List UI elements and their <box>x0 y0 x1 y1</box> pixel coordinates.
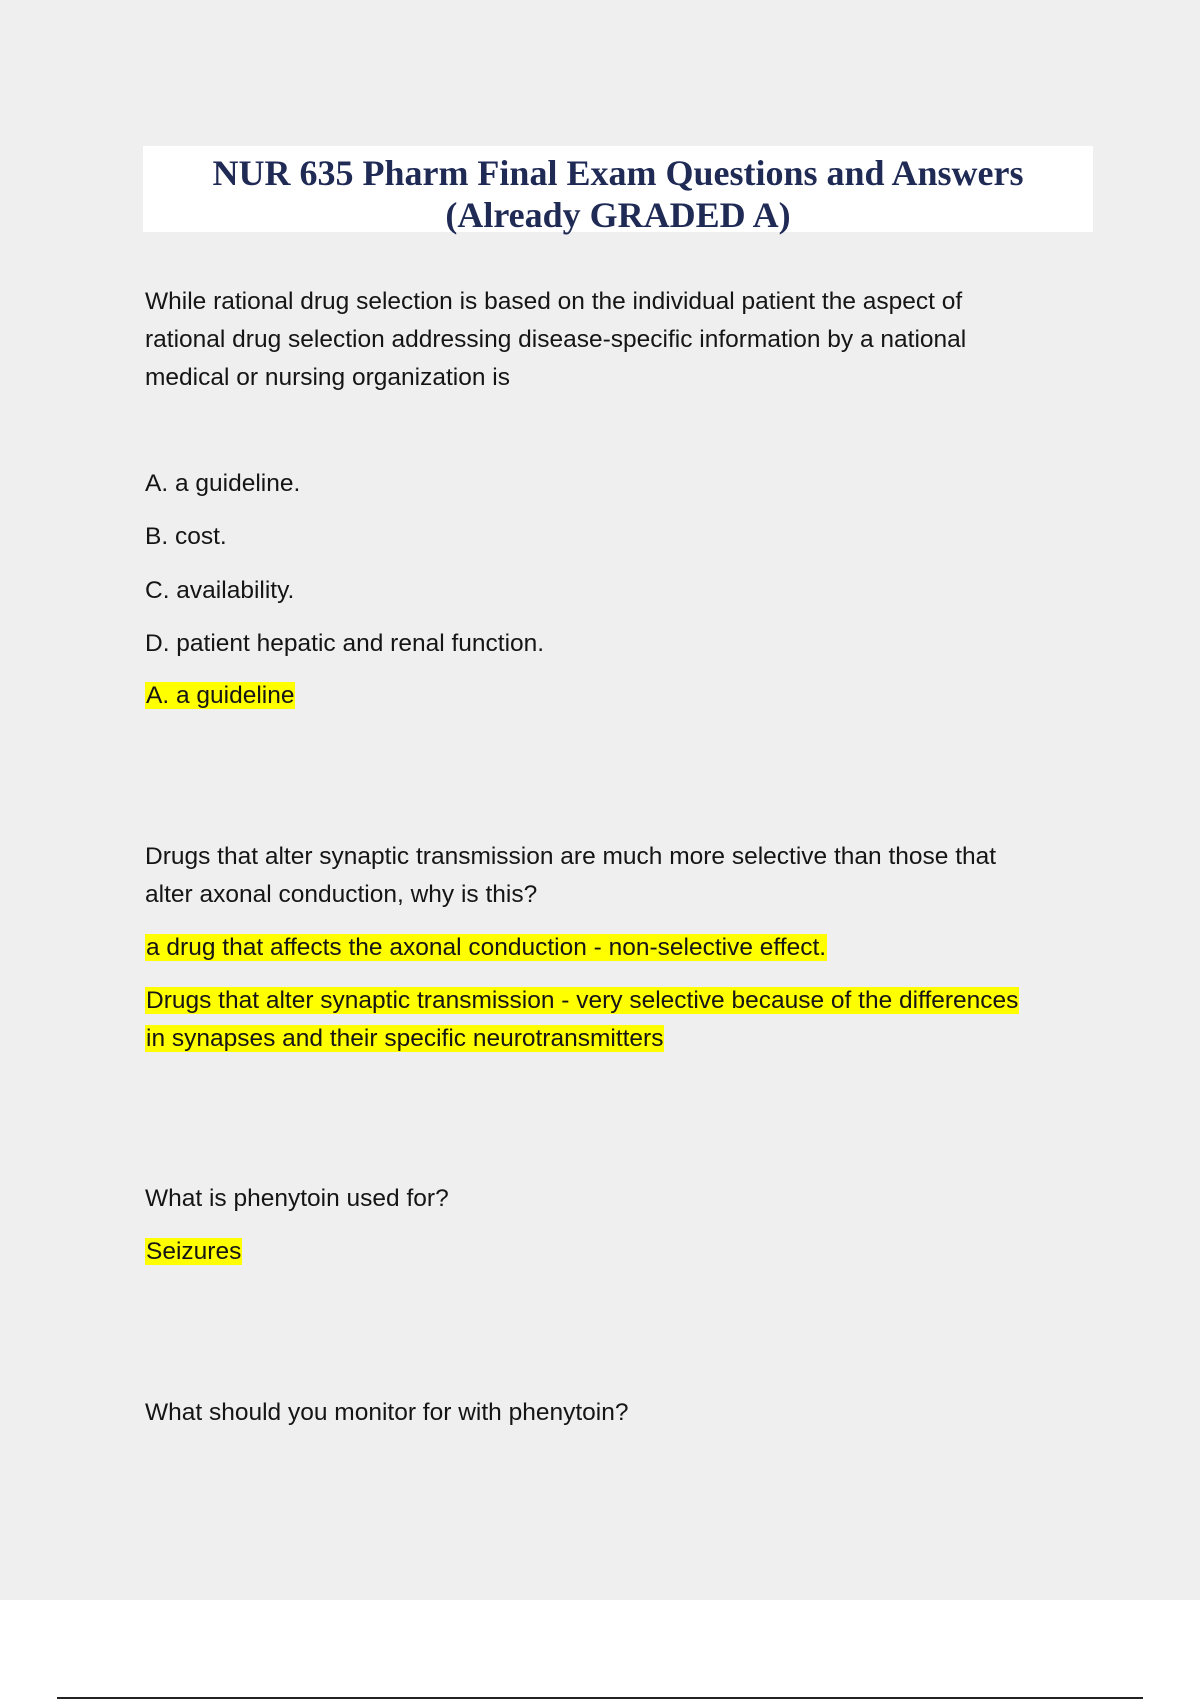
question-3-prompt <box>145 1180 1095 1218</box>
question-1-prompt-line: rational drug selection addressing disease-specific information by a national <box>145 326 967 353</box>
question-3-answer <box>145 1233 1095 1271</box>
question-4-prompt <box>145 1394 1095 1432</box>
highlighted-answer: Drugs that alter synaptic transmission - very selective because of the differences <box>146 987 1019 1014</box>
question-1-answer <box>145 677 1095 715</box>
question-1-prompt <box>145 283 1095 397</box>
question-1-prompt-line: medical or nursing organization is <box>145 364 510 391</box>
title-line-2: (Already GRADED A) <box>445 195 791 235</box>
highlighted-answer: a drug that affects the axonal conduction - non-selective effect. <box>146 934 827 961</box>
title-line-1: NUR 635 Pharm Final Exam Questions and Answers <box>212 153 1024 193</box>
question-1-option-b <box>145 518 1095 556</box>
option-c-text: C. availability. <box>145 577 295 604</box>
question-1-option-c <box>145 572 1095 610</box>
title-banner <box>143 146 1093 235</box>
question-1-prompt-line: While rational drug selection is based on the individual patient the aspect of <box>145 288 963 315</box>
highlighted-answer: in synapses and their specific neurotransmitters <box>146 1025 664 1052</box>
question-2-prompt <box>145 838 1095 914</box>
question-3-prompt-line: What is phenytoin used for? <box>145 1185 449 1212</box>
question-2-prompt-line: Drugs that alter synaptic transmission are much more selective than those that <box>145 843 997 870</box>
question-1-option-a <box>145 465 1095 503</box>
highlighted-answer: A. a guideline <box>146 682 295 709</box>
page-footer <box>0 1600 1200 1700</box>
question-2-answer <box>145 929 1095 967</box>
footer-divider <box>57 1697 1143 1699</box>
question-1-option-d <box>145 625 1095 663</box>
option-b-text: B. cost. <box>145 523 227 550</box>
question-2-prompt-line: alter axonal conduction, why is this? <box>145 881 538 908</box>
option-d-text: D. patient hepatic and renal function. <box>145 630 545 657</box>
question-2-answer-2 <box>145 982 1095 1058</box>
option-a-text: A. a guideline. <box>145 470 301 497</box>
document-title <box>143 146 1093 236</box>
question-4-prompt-line: What should you monitor for with phenytoin? <box>145 1399 629 1426</box>
highlighted-answer: Seizures <box>146 1238 242 1265</box>
